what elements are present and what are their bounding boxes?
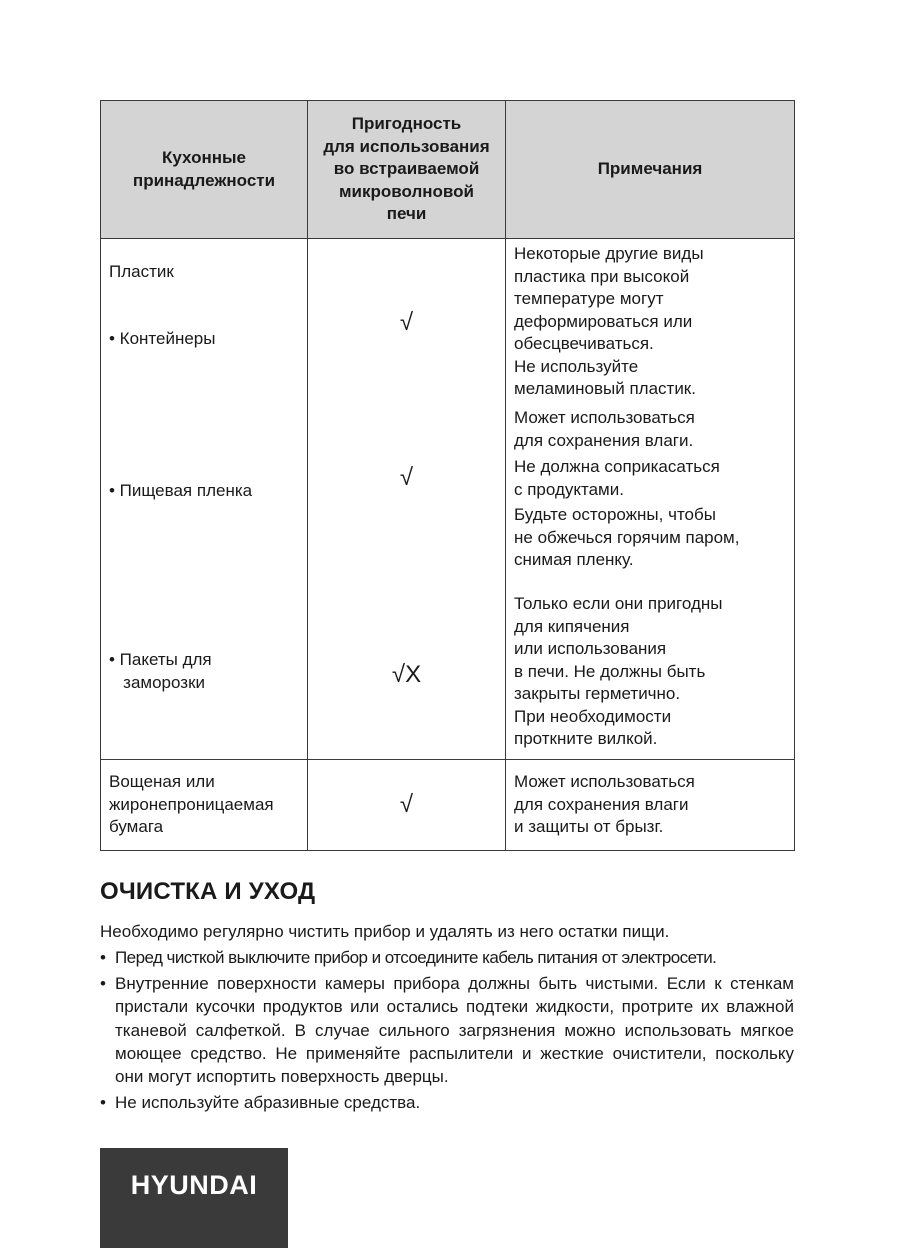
plastic-wrap-label: • Пищевая пленка [109, 481, 253, 500]
table-row-plastic [101, 239, 795, 760]
paper-label: Вощеная или жиронепроницаемая бумага [109, 772, 274, 837]
paper-mark-cell [308, 760, 506, 851]
bullet-icon: • [100, 948, 106, 967]
brand-logo-block [100, 1148, 288, 1248]
paper-note-cell [506, 760, 795, 851]
plastic-marks-cell [308, 239, 506, 760]
paper-mark: √ [399, 790, 414, 818]
plastic-title: Пластик [109, 262, 174, 281]
plastic-notes-cell [506, 239, 795, 760]
plastic-items-cell [101, 239, 308, 760]
header-utensils-text: Кухонные принадлежности [132, 148, 276, 190]
brand-logo: HYUNDAI [130, 1170, 258, 1200]
table-row-paper [101, 760, 795, 851]
list-item [100, 1091, 794, 1114]
list-item-text: Не используйте абразивные средства. [115, 1093, 421, 1113]
plastic-freezer-bags-note: Только если они пригодны для кипячения или использования в печи. Не должны быть закрыты герметично. При необходимости проткните вилкой. [514, 594, 723, 748]
header-suitability [308, 101, 506, 239]
plastic-containers-label: • Контейнеры [109, 329, 216, 348]
bullet-icon: • [100, 1093, 106, 1113]
list-item-text: Внутренние поверхности камеры прибора должны быть чистыми. Если к стенкам пристали кусочки продуктов или остались подтеки жидкости, протрите их влажной тканевой салфеткой. В случае сильного загрязнения можно использовать мягкое моющее средство. Не применяйте распылители и жесткие очистители, поскольку они могут испортить поверхность дверцы. [115, 974, 794, 1087]
plastic-freezer-bags-mark: √X [391, 661, 422, 688]
bullet-icon: • [100, 974, 106, 994]
list-item [100, 972, 794, 1088]
plastic-wrap-note-1: Может использоваться для сохранения влаги. [514, 408, 695, 450]
cleaning-bullet-list [100, 946, 794, 1117]
plastic-containers-note: Некоторые другие виды пластика при высокой температуре могут деформироваться или обесцвечиваться. Не используйте меламиновый пластик. [514, 244, 704, 398]
plastic-wrap-mark: √ [399, 464, 414, 491]
table-header-row [101, 101, 795, 239]
plastic-freezer-bags-label: • Пакеты для заморозки [109, 650, 212, 692]
list-item-text: Перед чисткой выключите прибор и отсоедините кабель питания от электросети. [115, 948, 717, 967]
cleaning-section-title: ОЧИСТКА И УХОД [100, 878, 316, 905]
plastic-wrap-note-2: Не должна соприкасаться с продуктами. [514, 457, 720, 499]
header-notes [506, 101, 795, 239]
header-utensils [101, 101, 308, 239]
list-item [100, 946, 794, 969]
header-notes-text: Примечания [597, 159, 703, 179]
plastic-wrap-note-3: Будьте осторожны, чтобы не обжечься горячим паром, снимая пленку. [514, 505, 740, 569]
utensils-table [100, 100, 795, 851]
cleaning-intro: Необходимо регулярно чистить прибор и удалять из него остатки пищи. [100, 922, 670, 941]
paper-item-cell [101, 760, 308, 851]
header-suitability-text: Пригодность для использования во встраиваемой микроволновой печи [323, 114, 490, 224]
plastic-containers-mark: √ [399, 309, 414, 336]
paper-note: Может использоваться для сохранения влаги и защиты от брызг. [514, 772, 695, 837]
